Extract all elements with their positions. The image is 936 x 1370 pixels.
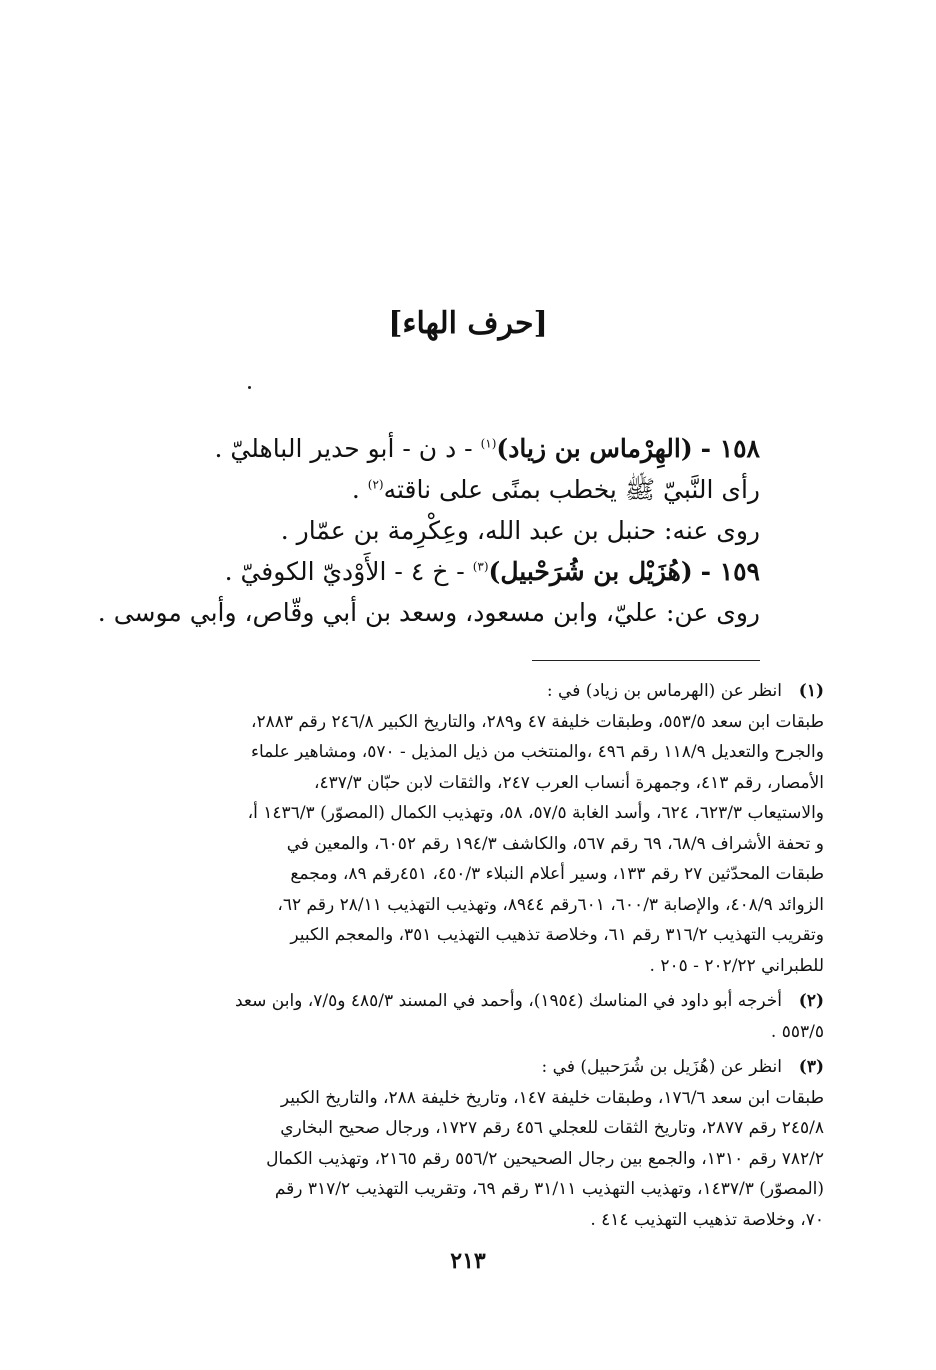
footnotes <box>104 676 824 1240</box>
page-number: ٢١٣ <box>450 1248 486 1274</box>
entry-suffix: - د ن - أبو حدير الباهليّ . <box>214 434 481 463</box>
entry-159-heading <box>120 551 760 592</box>
footnote-line: و تحفة الأشراف ٦٨/٩، ٦٩ رقم ٥٦٧، والكاشف ١٩٤/٣ رقم ٦٠٥٢، والمعين في <box>286 833 824 854</box>
entry-number: ١٥٨ - <box>700 434 760 463</box>
footnote-line: الزوائد ٤٠٨/٩، والإصابة ٦٠٠/٣، ٦٠١رقم ٨٩٤٤، وتهذيب التهذيب ٢٨/١١ رقم ٦٢، <box>277 894 824 915</box>
footnote-number: (٢) <box>798 991 824 1011</box>
footnote-line: ٧٨٢/٢ رقم ١٣١٠، والجمع بين رجال الصحيحين ٥٥٦/٢ رقم ٢١٦٥، وتهذيب الكمال <box>266 1148 824 1169</box>
footnote-line: والجرح والتعديل ١١٨/٩ رقم ٤٩٦ ،والمنتخب من ذيل المذيل - ٥٧٠، ومشاهير علماء <box>251 742 824 762</box>
entry-159-line-2: روى عن: عليّ، وابن مسعود، وسعد بن أبي وقّاص، وأبي موسى . <box>97 598 760 627</box>
footnote-line: ٢٤٥/٨ رقم ٢٨٧٧، وتاريخ الثقات للعجلي ٤٥٦ رقم ١٧٢٧، ورجال صحيح البخاري <box>280 1118 824 1138</box>
footnote-number: (١) <box>798 681 824 701</box>
footnote-line: طبقات المحدّثين ٢٧ رقم ١٣٣، وسير أعلام النبلاء ٤٥٠/٣، ٤٥١رقم ٨٩، ومجمع <box>290 864 824 884</box>
footnote-line: طبقات ابن سعد ٥٥٣/٥، وطبقات خليفة ٤٧ و٢٨٩، والتاريخ الكبير ٢٤٦/٨ رقم ٢٨٨٣، <box>250 711 824 732</box>
chapter-title: [حرف الهاء] <box>388 306 548 341</box>
footnote-ref[interactable]: (٣) <box>472 559 489 574</box>
entry-suffix: - خ ٤ - الأَوْديّ الكوفيّ . <box>224 557 473 586</box>
footnote-line: ٧٠، وخلاصة تذهيب التهذيب ٤١٤ . <box>590 1209 824 1230</box>
footnote-line: الأمصار، رقم ٤١٣، وجمهرة أنساب العرب ٢٤٧، والثقات لابن حبّان ٤٣٧/٣، <box>313 772 824 793</box>
footnote-ref[interactable]: (٢) <box>367 477 384 492</box>
footnote-head: أخرجه أبو داود في المناسك (١٩٥٤)، وأحمد في المسند ٤٨٥/٣ و٧/٥، وابن سعد <box>235 991 782 1011</box>
footnote-line: والاستيعاب ٦٢٣/٣، ٦٢٤، وأسد الغابة ٥٧/٥، ٥٨، وتهذيب الكمال (المصوّر) ١٤٣٦/٣ أ، <box>247 803 824 823</box>
footnote-line: وتقريب التهذيب ٣١٦/٢ رقم ٦١، وخلاصة تذهيب التهذيب ٣٥١، والمعجم الكبير <box>290 925 824 945</box>
footnote-line: (المصوّر) ١٤٣٧/٣، وتهذيب التهذيب ٣١/١١ رقم ٦٩، وتقريب التهذيب ٣١٧/٢ رقم <box>274 1179 824 1199</box>
entry-158-line-2 <box>120 469 760 510</box>
footnote-body <box>104 1083 824 1236</box>
entry-158-heading <box>120 428 760 469</box>
entry-text: رأى النَّبيّ ﷺ يخطب بمنًى على ناقته <box>383 475 760 504</box>
footnote-body <box>104 707 824 982</box>
entry-text-end: . <box>351 475 368 504</box>
stray-mark <box>248 386 251 389</box>
entry-number: ١٥٩ - <box>700 557 760 586</box>
footnote-head: انظر عن (هُزَيل بن شُرَحبيل) في : <box>541 1057 782 1077</box>
footnote-body <box>104 1017 824 1048</box>
footnote-line: ٥٥٣/٥ . <box>770 1021 824 1042</box>
footnote-ref[interactable]: (١) <box>480 436 497 451</box>
footnote-number: (٣) <box>798 1057 824 1077</box>
footnote-3 <box>104 1052 824 1235</box>
footnote-divider <box>532 660 760 661</box>
footnote-1 <box>104 676 824 981</box>
entry-name: (هُزَيْل بن شُرَحْبيل) <box>488 557 693 586</box>
footnote-head: انظر عن (الهرماس بن زياد) في : <box>546 681 782 701</box>
entry-name: (الهِرْماس بن زياد) <box>496 434 693 463</box>
footnote-2 <box>104 986 824 1047</box>
footnote-line: للطبراني ٢٠٢/٢٢ - ٢٠٥ . <box>649 955 824 976</box>
footnote-line: طبقات ابن سعد ١٧٦/٦، وطبقات خليفة ١٤٧، وتاريخ خليفة ٢٨٨، والتاريخ الكبير <box>280 1087 824 1108</box>
biography-entries <box>97 428 760 633</box>
entry-158-line-3: روى عنه: حنبل بن عبد الله، وعِكْرِمة بن عمّار . <box>280 516 760 545</box>
